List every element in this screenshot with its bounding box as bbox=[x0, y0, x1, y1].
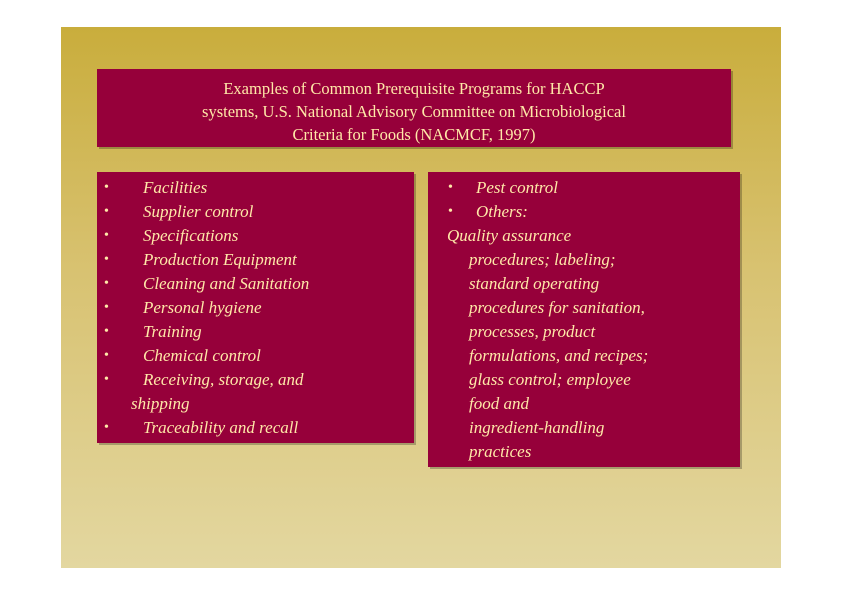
list-item: Others: bbox=[476, 202, 528, 221]
detail-line: standard operating bbox=[469, 274, 600, 293]
list-item: Personal hygiene bbox=[143, 298, 262, 317]
list-item: Production Equipment bbox=[143, 250, 297, 269]
detail-line: ingredient-handling bbox=[469, 418, 605, 437]
bullet: • bbox=[104, 348, 109, 363]
bullet: • bbox=[104, 324, 109, 339]
list-item: Supplier control bbox=[143, 202, 254, 221]
list-item: Pest control bbox=[476, 178, 558, 197]
bullet: • bbox=[104, 276, 109, 291]
bullet: • bbox=[104, 420, 109, 435]
list-item: Cleaning and Sanitation bbox=[143, 274, 310, 293]
detail-line: food and bbox=[469, 394, 529, 413]
title-box bbox=[97, 69, 731, 147]
list-item-continuation: shipping bbox=[131, 394, 190, 413]
list-item: Facilities bbox=[143, 178, 208, 197]
right-panel bbox=[428, 172, 740, 467]
bullet: • bbox=[448, 204, 453, 219]
list-item: Specifications bbox=[143, 226, 239, 245]
detail-line: Quality assurance bbox=[447, 226, 572, 245]
left-panel bbox=[97, 172, 414, 443]
title-line-1: Examples of Common Prerequisite Programs for HACCP bbox=[223, 79, 605, 98]
list-item: Receiving, storage, and bbox=[143, 370, 304, 389]
bullet: • bbox=[104, 204, 109, 219]
list-item: Training bbox=[143, 322, 202, 341]
detail-line: glass control; employee bbox=[469, 370, 631, 389]
title-line-3: Criteria for Foods (NACMCF, 1997) bbox=[292, 125, 536, 144]
list-item: Traceability and recall bbox=[143, 418, 299, 437]
bullet: • bbox=[104, 300, 109, 315]
bullet: • bbox=[104, 252, 109, 267]
bullet: • bbox=[104, 228, 109, 243]
detail-line: processes, product bbox=[469, 322, 596, 341]
detail-line: procedures; labeling; bbox=[469, 250, 616, 269]
title-line-2: systems, U.S. National Advisory Committee on Microbiological bbox=[202, 102, 626, 121]
bullet: • bbox=[104, 372, 109, 387]
bullet: • bbox=[104, 180, 109, 195]
list-item: Chemical control bbox=[143, 346, 261, 365]
detail-line: procedures for sanitation, bbox=[469, 298, 645, 317]
detail-line: practices bbox=[469, 442, 532, 461]
detail-line: formulations, and recipes; bbox=[469, 346, 649, 365]
bullet: • bbox=[448, 180, 453, 195]
